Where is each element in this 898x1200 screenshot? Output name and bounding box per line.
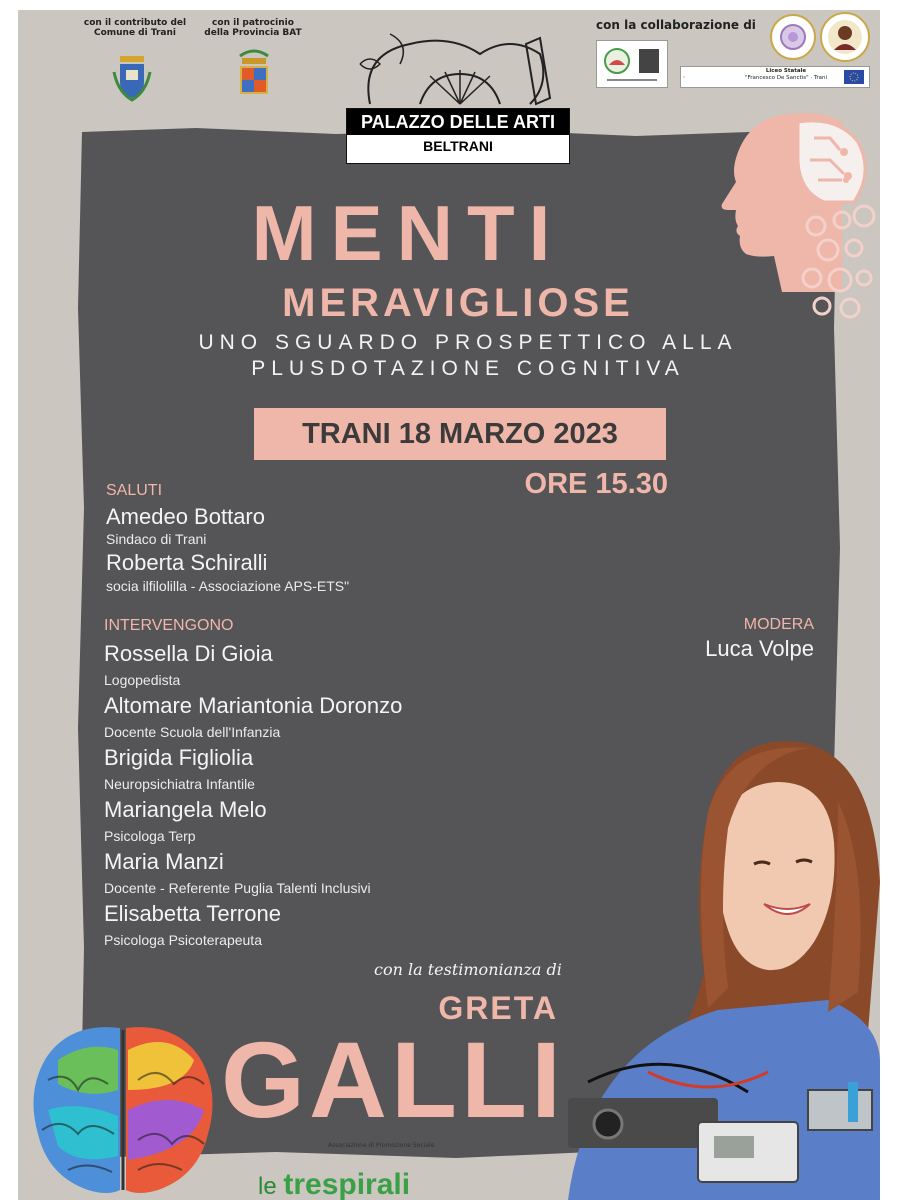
- collaboration-title: con la collaborazione di: [596, 18, 756, 32]
- saluti-name-1: Amedeo Bottaro: [106, 504, 265, 529]
- subtitle-line1: UNO SGUARDO PROSPETTICO ALLA: [198, 331, 738, 354]
- moderator-name: Luca Volpe: [705, 636, 814, 661]
- greta-photo-icon: [548, 722, 880, 1200]
- school-name-line1: Liceo Statale: [765, 68, 807, 74]
- association-prefix: le: [258, 1173, 277, 1200]
- school-emblem-icon: [683, 67, 703, 87]
- speaker-name-6: Elisabetta Terrone: [104, 901, 281, 926]
- speaker-name-1: Rossella Di Gioia: [104, 641, 273, 666]
- poster: [18, 10, 880, 1200]
- saluti-heading: SALUTI: [106, 482, 163, 499]
- speaker-role-6: Psicologa Psicoterapeuta: [104, 932, 262, 948]
- sponsor-provincia: con il patrocinio della Provincia BAT: [204, 18, 302, 38]
- collab-logo-seal: [770, 14, 816, 60]
- colorful-brain-icon: [28, 1020, 218, 1200]
- saluti-role-1: Sindaco di Trani: [106, 531, 207, 547]
- saluti-name-2: Roberta Schiralli: [106, 550, 268, 575]
- collab-logo-portrait: [820, 12, 870, 62]
- association-name: trespirali: [283, 1168, 411, 1200]
- speaker-name-2: Altomare Mariantonia Doronzo: [104, 693, 403, 718]
- speaker-role-3: Neuropsichiatra Infantile: [104, 776, 255, 792]
- event-date: TRANI 18 MARZO 2023: [254, 408, 666, 460]
- modera-heading: MODERA: [743, 616, 814, 633]
- speaker-name-4: Mariangela Melo: [104, 797, 267, 822]
- intervengono-heading: INTERVENGONO: [104, 617, 234, 634]
- subtitle: [118, 330, 818, 382]
- palazzo-line-art-icon: [350, 24, 562, 116]
- testimony-last-name: GALLI: [221, 1019, 565, 1140]
- school-name-line2: "Francesco De Sanctis" · Trani: [744, 74, 828, 81]
- association-logo-text: [258, 1168, 410, 1200]
- venue-box: [346, 108, 570, 164]
- comune-trani-crest-icon: [112, 50, 152, 102]
- testimony-first-name: GRETA: [438, 990, 558, 1026]
- association-caption: Associazione di Promozione Sociale: [328, 1142, 435, 1149]
- seal-icon: [772, 16, 814, 58]
- venue-sub: BELTRANI: [423, 138, 493, 154]
- eu-flag-icon: [844, 70, 864, 84]
- sponsor-comune: con il contributo del Comune di Trani: [83, 18, 187, 38]
- subtitle-line2: PLUSDOTAZIONE COGNITIVA: [251, 357, 685, 380]
- speaker-role-5: Docente - Referente Puglia Talenti Inclusivi: [104, 880, 371, 896]
- testimony-intro: con la testimonianza di: [374, 960, 562, 979]
- speaker-role-4: Psicologa Terp: [104, 828, 196, 844]
- provincia-bat-crest-icon: [234, 46, 274, 98]
- title-line1: MENTI: [251, 189, 565, 277]
- association-logo-icon: [597, 41, 667, 87]
- collab-logo-association: [596, 40, 668, 88]
- event-time: ORE 15.30: [524, 468, 668, 500]
- collab-logo-school-pon: [680, 66, 870, 88]
- saluti-role-2: socia ilfilolilla - Associazione APS-ETS": [106, 578, 350, 594]
- venue-name: PALAZZO DELLE ARTI: [347, 109, 569, 135]
- portrait-seal-icon: [822, 14, 868, 60]
- speaker-name-3: Brigida Figliolia: [104, 745, 254, 770]
- title-line2: MERAVIGLIOSE: [282, 281, 634, 325]
- speaker-role-1: Logopedista: [104, 672, 181, 688]
- speaker-role-2: Docente Scuola dell'Infanzia: [104, 724, 281, 740]
- speaker-name-5: Maria Manzi: [104, 849, 224, 874]
